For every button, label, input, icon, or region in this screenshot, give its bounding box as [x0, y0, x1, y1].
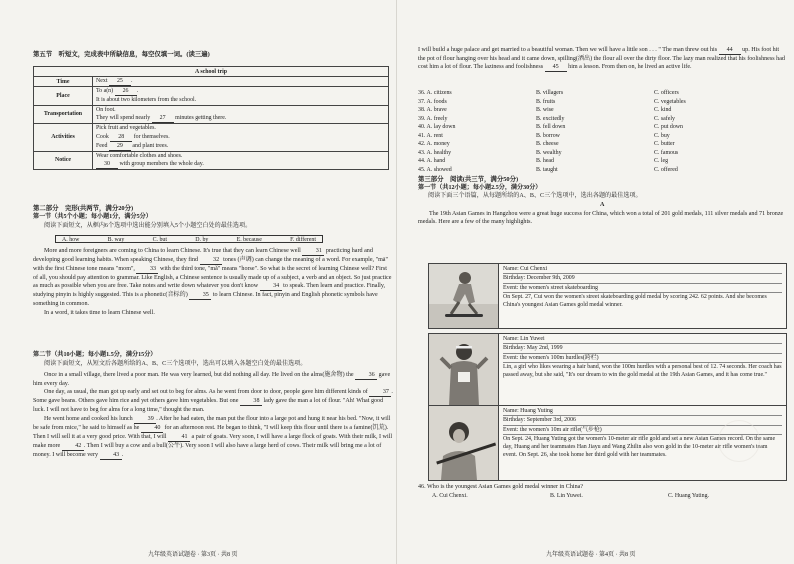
answer-blank[interactable]: 37 [369, 389, 391, 397]
option-item: A. how [62, 237, 80, 243]
choice-option[interactable]: 41. A. rent [418, 132, 443, 139]
profile-card [428, 263, 787, 329]
row-line [96, 124, 385, 133]
options-box [55, 235, 323, 243]
passage-2 [33, 371, 393, 460]
choice-option[interactable]: 38. A. brave [418, 107, 447, 114]
table-row [34, 87, 389, 106]
sec2-title: 第二节（共10小题；每小题1.5分，满分15分） [33, 352, 157, 358]
paragraph-text: . Then I will buy a cow and a bull(公牛). Very soon I will also have a large herd of cows. Their milk will bring me a lot of money. I will become very [33, 442, 382, 458]
answer-blank[interactable]: 45 [545, 64, 567, 72]
choice-option[interactable]: C. kind [654, 107, 672, 114]
question-46: 46. Who is the youngest Asian Games gold medal winner in China? [418, 484, 584, 490]
paragraph-text: Once in a small village, there lived a poor man. He was very learned, but did nothing all day. He lived on the alms(施舍物) the [44, 372, 356, 378]
choice-option[interactable]: A. Cui Chenxi. [432, 493, 468, 499]
choice-option[interactable]: C. famous [654, 149, 679, 156]
paragraph-text: to speak. Then learn and practice. Finally, studying pinyin is highly suggested. This is a phonetic(音标的) [33, 283, 386, 299]
passage-a-intro: The 19th Asian Games in Hangzhou were a great huge success for China, which won a total of 201 gold medals, 111 silver medals and 71 bronze medals. Here are a few of the many highlights. [418, 211, 784, 226]
line-text: It is about two kilometers from the school. [96, 97, 197, 103]
answer-blank[interactable]: 31 [302, 248, 324, 256]
profile-description: On Sept. 24, Huang Yuting got the women's 10-meter air rifle gold and set a new Asian Games record. On the same day, Huang and her teammates Han Jiayu and Wang Zhilin also won gold in the 10-meter air rifle women's team event. On Sept. 26, she took home her third gold with her teammates. [503, 435, 776, 459]
option-item: B. way [107, 237, 125, 243]
answer-blank[interactable]: 41 [168, 434, 190, 442]
row-label: Activities [34, 124, 93, 152]
choice-option[interactable]: 44. A. hand [418, 158, 446, 165]
paragraph-text: One day, as usual, the man got up early and set out to beg for alms. As he went from door to door, people gave him different kinds of [44, 389, 370, 396]
row-line [96, 77, 385, 86]
faint-stamp [718, 420, 760, 462]
row-line [96, 87, 385, 96]
choice-option[interactable]: C. leg [654, 158, 669, 165]
table-row [34, 105, 389, 124]
choice-option[interactable]: C. offered [654, 166, 678, 173]
choice-option[interactable]: 45. A. showed [418, 166, 452, 173]
line-text: Feed [96, 142, 109, 149]
answer-blank[interactable]: 36 [355, 372, 377, 380]
row-label: Place [34, 87, 93, 106]
row-content [93, 105, 389, 124]
part3-sec1-title: 第一节（共12小题；每小题2.5分，满分30分） [418, 185, 542, 191]
answer-blank[interactable]: 42 [62, 443, 84, 451]
row-line [96, 96, 385, 105]
paragraph [33, 309, 393, 317]
profile-description: Lin, a girl who likes wearing a hair band, won the 100m hurdles with a personal best of 12. 74 seconds. Her coach has passed away, but she said, "It's our dream to win the gold medal at the 19th Asian Games, and it has come true." [503, 363, 782, 379]
answer-blank[interactable]: 40 [141, 425, 163, 433]
profile-event: Event: the women's 10m air rifle(气步枪) [503, 426, 782, 435]
choice-option[interactable]: 37. A. foods [418, 98, 447, 105]
paragraph-text: to learn Chinese. In fact, pinyin and English phonetic symbols have something in common. [33, 292, 378, 308]
choice-option[interactable]: B. wealthy [536, 149, 562, 156]
paragraph [33, 415, 393, 460]
row-line [96, 106, 385, 115]
line-text: . [130, 78, 133, 84]
line-text: Wear comfortable clothes and shoes. [96, 152, 183, 159]
choice-option[interactable]: C. buy [654, 132, 670, 139]
choice-option[interactable]: B. taught [536, 166, 558, 173]
question-46-options [432, 492, 786, 501]
line-text: minutes getting there. [173, 115, 227, 121]
choice-option[interactable]: C. safely [654, 115, 675, 122]
row-line [96, 133, 385, 142]
answer-blank[interactable]: 28 [110, 134, 132, 142]
line-text: Next [96, 78, 109, 84]
paragraph-text: tones (声调) can change the meaning of a word. For example, "mā" with the first Chinese tone means "mom", [33, 257, 388, 272]
profile-birthday: Birthday: December 9th, 2009 [503, 274, 782, 283]
answer-blank[interactable]: 33 [136, 266, 158, 274]
part3-title: 第三部分 阅读(共三节，满分50分) [418, 176, 519, 183]
page-fold [396, 0, 397, 564]
row-line [96, 114, 385, 123]
paragraph-text: More and more foreigners are coming to China to learn Chinese. It's true that they can learn Chinese well [44, 248, 303, 254]
line-text: They will spend nearly [96, 115, 152, 121]
profile-description: On Sept. 27, Cui won the women's street skateboarding gold medal by scoring 242. 62 points. And she becomes China's youngest Asian Games gold medal winner. [503, 293, 767, 309]
part2-title: 第二部分 完形(共两节，满分20分) [33, 205, 134, 212]
line-text: and plant trees. [130, 142, 169, 149]
choice-option[interactable]: B. Lin Yuwei. [550, 493, 583, 499]
right-footer: 九年级英语试题卷 · 第4页 · 共8 页 [546, 552, 636, 558]
paragraph-text: . After he had eaten, the man put the flour into a large pot and hung it near his bed. "Now, it will be safe from mice," he said to himself as he [33, 415, 391, 431]
option-item: F. different [290, 237, 316, 243]
answer-blank[interactable]: 29 [109, 143, 131, 151]
profile-name: Name: Cui Chenxi [503, 265, 782, 274]
option-item: C. but [152, 237, 167, 243]
paragraph [33, 388, 393, 414]
profile-name: Name: Lin Yuwei [503, 335, 782, 344]
answer-blank[interactable]: 44 [719, 47, 741, 55]
choice-option[interactable]: B. villagers [536, 90, 564, 96]
paragraph-text: I will build a huge palace and get married to a beautiful woman. Then we will have a little son . . . " The man threw out his [418, 47, 719, 53]
paragraph-text: with the third tone, "mǎ" means "horse". So what is the secret of learning Chinese well? First of all, you should pay attention to grammar. Like English, a Chinese sentence is usually made up of a subject, a verb and an object. So just practice as much as possible when you are free. Take notes and write down whatever you don't know [33, 266, 392, 290]
line-text: Pick fruit and vegetables. [96, 125, 156, 131]
table-row [34, 124, 389, 152]
paragraph-text: He went home and cooked his lunch [44, 415, 135, 422]
paragraph [33, 247, 393, 309]
paragraph-text: him a lesson. From then on, he lived an active life. [566, 64, 692, 71]
profile-birthday: Birthday: September 3rd, 2006 [503, 416, 782, 425]
choice-option[interactable]: 43. A. healthy [418, 149, 452, 156]
athlete-photo-lin [429, 334, 499, 406]
row-content [93, 124, 389, 152]
choice-option[interactable]: C. put down [654, 124, 683, 131]
answer-blank[interactable]: 32 [200, 257, 222, 265]
line-text: . [136, 88, 139, 94]
choice-option[interactable]: B. fell down [536, 124, 566, 131]
line-text: To a(n) [96, 88, 115, 94]
choice-option[interactable]: C. officers [654, 90, 679, 96]
row-label: Notice [34, 151, 93, 170]
sec2-instruction: 阅读下面短文，从短文后各题所给的A、B、C三个选项中，选出可以填入各题空白处的最佳选项。 [44, 361, 307, 367]
row-line [96, 152, 385, 161]
row-label: Transportation [34, 105, 93, 124]
row-content [93, 87, 389, 106]
paragraph-text: lady gave the man a lot of flour. "Ah! What good luck. I will not have to beg for alms for a long time," thought the man. [33, 398, 384, 414]
profile-event: Event: the women's street skateboarding [503, 284, 782, 293]
paragraph-text: up. His foot hit the pot of flour hanging over his head and it came down, spilling(洒出) the flour all over the dirty floor. The lazy man realized that his foolishness had cost him a lot of flour. The laziness and foolishness [418, 47, 785, 71]
answer-blank[interactable]: 26 [115, 88, 137, 96]
paragraph [33, 371, 393, 388]
athlete-photo-huang [429, 406, 499, 480]
paragraph [418, 46, 785, 72]
answer-blank[interactable]: 35 [189, 292, 211, 300]
paragraph-text: practicing hard and developing good learning habits. When speaking Chinese, they find [33, 248, 373, 263]
choice-option[interactable]: B. head [536, 158, 554, 165]
answer-blank[interactable]: 39 [134, 416, 156, 424]
line-text: Cook [96, 133, 111, 140]
sec1-title: 第一节（共5个小题；每小题1分，满分5分） [33, 214, 152, 220]
answer-blank[interactable]: 25 [109, 78, 131, 86]
choice-option[interactable]: B. excitedly [536, 115, 565, 122]
section5-title: 第五节 听短文，完成表中所缺信息，每空仅填一词。(读三遍) [33, 51, 210, 58]
table-row [34, 77, 389, 87]
choice-option[interactable]: 39. A. freely [418, 115, 448, 122]
line-text: with group members the whole day. [118, 161, 204, 167]
table-title: A school trip [34, 67, 389, 77]
paragraph-text: a pair of goats. Very soon, I will have a large flock of goats. With their milk, I will make more [33, 433, 393, 449]
profile-birthday: Birthday: May 2nd, 1999 [503, 344, 782, 353]
answer-blank[interactable]: 30 [96, 161, 118, 169]
answer-blank[interactable]: 38 [240, 398, 262, 406]
passage-2-continued [418, 46, 785, 72]
paragraph-text: . [121, 451, 124, 458]
school-trip-table [33, 66, 389, 170]
choice-option[interactable]: C. Huang Yuting. [668, 493, 710, 499]
answer-blank[interactable]: 27 [152, 115, 174, 123]
row-label: Time [34, 77, 93, 87]
paragraph-text: . Some gave beans. Others gave him rice and yet others gave him vegetables. But one [33, 389, 393, 405]
choice-option[interactable]: 42. A. money [418, 141, 450, 148]
profile-event: Event: the women's 100m hurdles(跨栏) [503, 354, 782, 363]
left-footer: 九年级英语试题卷 · 第3页 · 共8 页 [148, 552, 238, 558]
table-row [34, 151, 389, 170]
choice-option[interactable]: B. borrow [536, 132, 560, 139]
answer-blank[interactable]: 34 [260, 283, 282, 291]
sec1-instruction: 阅读下面短文，从框内6个选项中选出能分别填入5个小题空白处的最佳选项。 [44, 223, 252, 229]
passage-1 [33, 247, 393, 317]
choice-option[interactable]: B. wise [536, 107, 554, 114]
passage-letter: A [600, 202, 605, 208]
choice-option[interactable]: B. cheese [536, 141, 559, 148]
option-item: E. because [236, 237, 262, 243]
row-content [93, 77, 389, 87]
choice-option[interactable]: C. vegetables [654, 98, 686, 105]
row-line [96, 142, 385, 151]
line-text: for themselves. [132, 133, 170, 140]
line-text: On foot. [96, 106, 116, 113]
answer-blank[interactable]: 43 [100, 452, 122, 460]
option-item: D. by [195, 237, 209, 243]
part3-sec1-instruction: 阅读下面三个语篇，从每题所给的A、B、C三个选项中，选出各题的最佳选项。 [428, 193, 642, 199]
profile-card [428, 333, 787, 407]
profile-name: Name: Huang Yuting [503, 407, 782, 416]
paragraph-text: In a word, it takes time to learn Chinese well. [44, 309, 155, 316]
choice-option[interactable]: B. fruits [536, 98, 556, 105]
answer-choices [418, 89, 772, 174]
paragraph-text: gave him every day. [33, 372, 391, 387]
athlete-photo-cui [429, 264, 499, 328]
paragraph-text: for an afternoon rest. He began to think, "I will keep this flour until there is a famine(饥荒). Then I will sell it at a very good price. With that, I will [33, 424, 389, 440]
choice-option[interactable]: 40. A. lay down [418, 124, 456, 131]
row-content [93, 151, 389, 170]
choice-option[interactable]: C. butter [654, 141, 675, 148]
choice-option[interactable]: 36. A. citizens [418, 90, 452, 96]
row-line [96, 160, 385, 169]
